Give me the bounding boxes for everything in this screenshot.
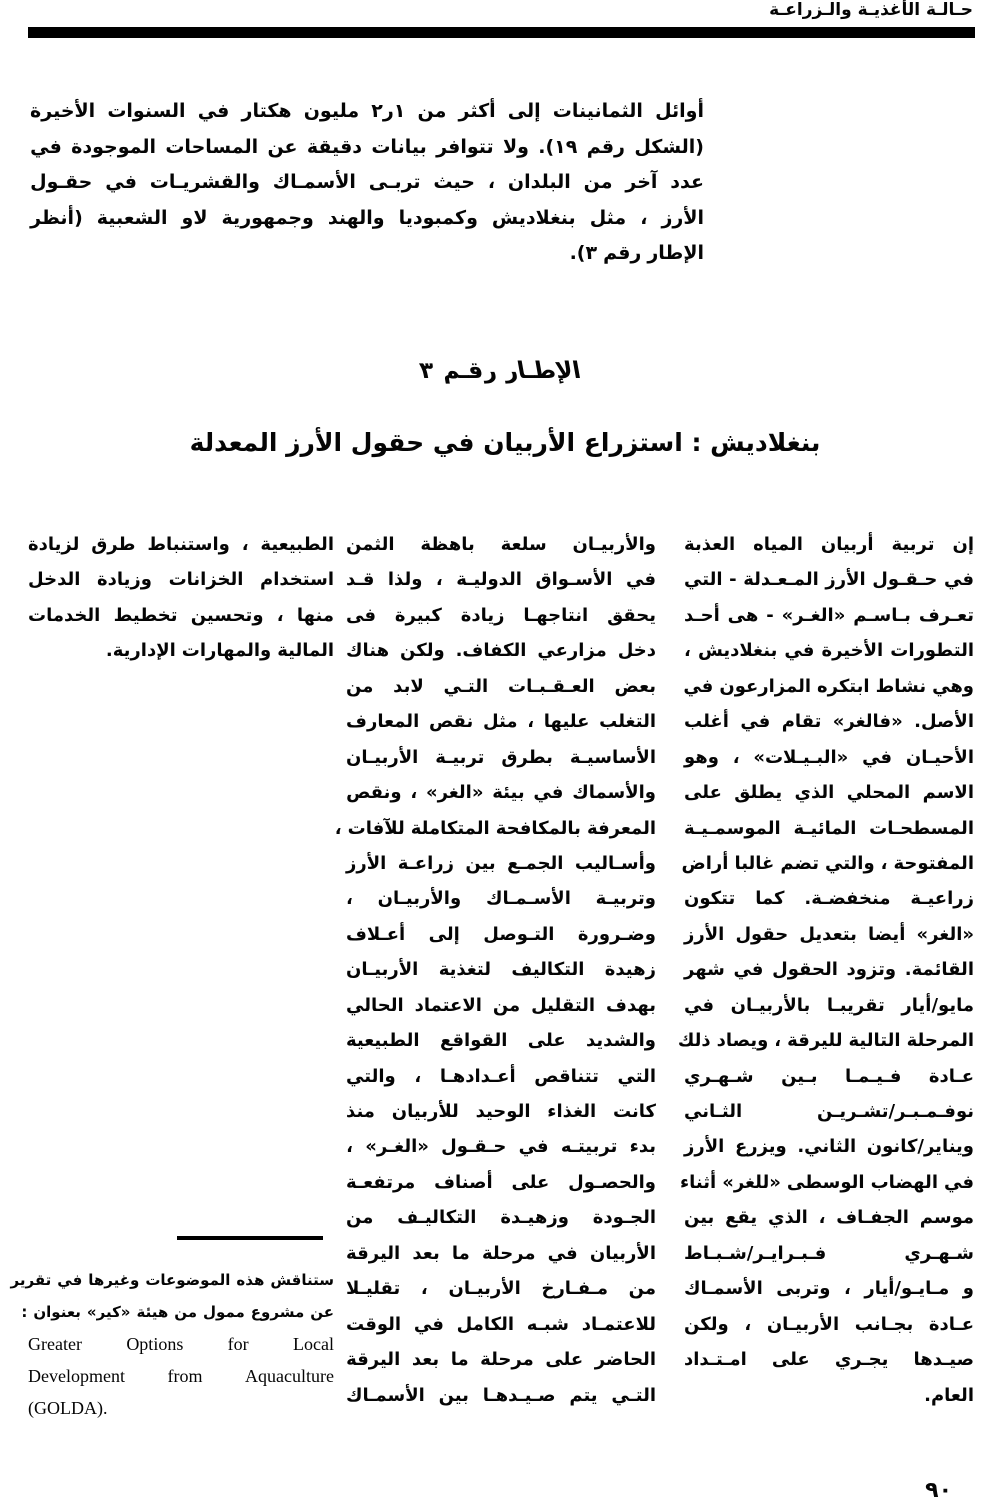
text-line: عـادة فـيـمـا بـين شـهـري — [684, 1065, 974, 1087]
text-line: وأسـاليب الجمـع بين زراعـة الأرز — [346, 852, 656, 874]
text-line: بعض العـقـبـات التـي لابد من — [346, 675, 656, 697]
text-line: نوفـمـبـر/تشـريـن الثـاني — [684, 1101, 974, 1122]
footnote-golda-text: (GOLDA). — [28, 1398, 108, 1418]
text-line: والشديد على القواقع الطبيعية — [346, 1030, 656, 1052]
text-line: بدء تربيتـه في حـقـول «الغـر» ، — [346, 1136, 656, 1158]
text-line: المرحلة التالية لليرقة ، ويصاد ذلك — [677, 1030, 974, 1052]
text-line: عـادة بجـانب الأربيـان ، ولكن — [684, 1313, 974, 1335]
text-line: وضـرورة التـوصل إلى أعـلاف — [346, 923, 656, 945]
text-line: الطبيعية ، واستنباط طرق لزيادة — [28, 534, 334, 555]
footnote — [10, 1236, 334, 1424]
text-line: العام. — [924, 1384, 974, 1406]
text-line: الحاضر على مرحلة ما بعد اليرقة — [346, 1349, 656, 1371]
text-line: القائمة. وتزود الحقول في شهر — [684, 959, 974, 981]
text-line: المسطحـات المائيـة الموسمـيـة — [684, 817, 974, 839]
text-line: والأسماك في بيئة «الغر» ، ونقص — [346, 782, 656, 804]
text-line: Development from Aquaculture — [28, 1366, 334, 1386]
box-column-middle — [334, 527, 656, 1413]
text-line: ويناير/كانون الثاني. ويزرع الأرز — [684, 1136, 974, 1158]
text-line: استخدام الخزانات وزيادة الدخل — [28, 569, 334, 591]
text-line: تعـرف بـاسـم «الغـر» - هى أحـد — [684, 604, 974, 626]
text-line: يحقق انتاجهـا زيادة كبيرة فى — [346, 604, 656, 626]
text-line: للاعتمـاد شبـه الكامل في الوقت — [346, 1313, 656, 1335]
text-line: منها ، وتحسين تخطيط الخدمات — [28, 604, 334, 626]
text-line: وهي نشاط ابتكره المزارعون في — [683, 675, 974, 697]
text-line: في الهضاب الوسطى «للغر» أثناء — [679, 1171, 974, 1193]
box-heading — [0, 358, 1000, 384]
footnote-rule — [177, 1236, 323, 1240]
text-line: وتربيـة الأسـمـاك والأربيـان ، — [346, 888, 656, 910]
text-line: و مـايـو/أيار ، وتربى الأسمـاك — [684, 1278, 974, 1300]
box-column-left — [28, 527, 334, 669]
text-line: المالية والمهارات الإدارية. — [105, 640, 334, 662]
text-line: الاسم المحلي الذي يطلق على — [684, 782, 974, 804]
intro-paragraph — [30, 94, 704, 272]
text-line: من مـفـارخ الأربيـان ، تقليـلا — [346, 1278, 656, 1300]
text-line: زراعيـة منخفضـة. كما تتكون — [684, 888, 974, 910]
text-line: الجـودة وزهيـدة التكاليـف من — [346, 1207, 656, 1229]
text-line: في حـقـول الأرز المـعـدلة - التي — [684, 569, 974, 591]
page-number: ٩٠ — [925, 1478, 952, 1503]
text-line: Greater Options for Local — [28, 1334, 334, 1354]
text-line: الإطار رقم ٣). — [569, 242, 704, 264]
running-header-title: حـالـة الأغذيـة والـزراعـة — [769, 0, 973, 20]
text-line: التغلب عليها ، مثل نقص المعارف — [346, 711, 656, 733]
text-line: التي تتناقص أعـدادهـا ، والتي — [346, 1065, 656, 1087]
footnote-arabic-text — [10, 1264, 334, 1328]
footnote-latin-text — [28, 1328, 334, 1392]
box-subtitle: بنغلاديش : استزراع الأربيان في حقول الأرز المعدلة — [189, 428, 821, 457]
text-line: دخل مزارعي الكفاف. ولكن هناك — [346, 640, 656, 662]
text-line: بهدف التقليل من الاعتماد الحالي — [346, 994, 656, 1016]
text-line: الأربيان في مرحلة ما بعد اليرقة — [346, 1242, 656, 1264]
text-line: المعرفة بالمكافحة المتكاملة للآفات ، — [334, 817, 656, 839]
text-line: الأحيـان في «البـيـلات» ، وهو — [684, 746, 974, 768]
text-line: أوائل الثمانينات إلى أكثر من ١ر٢ مليون هكتار في السنوات الأخيرة — [30, 100, 704, 122]
text-line: والأربيـان سلعة باهظة الثمن — [346, 534, 656, 555]
header-rule — [28, 27, 975, 38]
text-line: المفتوحة ، والتي تضم غالبا أراض — [681, 852, 974, 874]
text-line: الأساسيـة بطرق تربيـة الأربيـان — [346, 746, 656, 768]
text-line: عن مشروع ممول من هيئة «كير» بعنوان : — [21, 1303, 334, 1321]
box-column-right — [677, 527, 974, 1413]
text-line: إن تربية أربيان المياه العذبة — [684, 534, 974, 555]
text-line: صيـدها يجـري على امـتـداد — [684, 1349, 974, 1371]
text-line: موسم الجفـاف ، الذي يقع بين — [684, 1207, 974, 1229]
text-line: (الشكل رقم ١٩). ولا تتوافر بيانات دقيقة عن المساحات الموجودة في — [30, 135, 704, 158]
box-heading-text: الإطـار رقـم ٣ — [417, 358, 583, 384]
text-line: زهيدة التكاليف لتغذية الأربيـان — [346, 959, 656, 981]
text-line: شـهـري فـبـرايـر/شـبـاط — [684, 1242, 974, 1264]
text-line: عدد آخر من البلدان ، حيث تربـى الأسمـاك والقشريـات في حقـول — [30, 171, 704, 193]
text-line: الأصل. «فالغر» تقام في أغلب — [684, 711, 974, 733]
text-line: كانت الغذاء الوحيد للأربيان منذ — [346, 1101, 656, 1122]
text-line: «الغر» أيضا بتعديل حقول الأرز — [684, 923, 974, 945]
text-line: ستناقش هذه الموضوعات وغيرها في تقرير — [10, 1271, 334, 1289]
text-line: والحصـول على أصناف مرتفعـة — [346, 1171, 656, 1193]
text-line: في الأسـواق الدوليـة ، ولذا قـد — [346, 569, 656, 591]
text-line: الأرز ، مثل بنغلاديش وكمبوديا والهند وجمهورية لاو الشعبية (أنظر — [30, 206, 704, 229]
text-line: التـي يتم صـيـدهـا بين الأسمـاك — [346, 1384, 656, 1406]
text-line: مايو/أيار تقريبـا بالأربيـان في — [684, 994, 974, 1016]
text-line: التطورات الأخيرة في بنغلاديش ، — [684, 640, 974, 662]
